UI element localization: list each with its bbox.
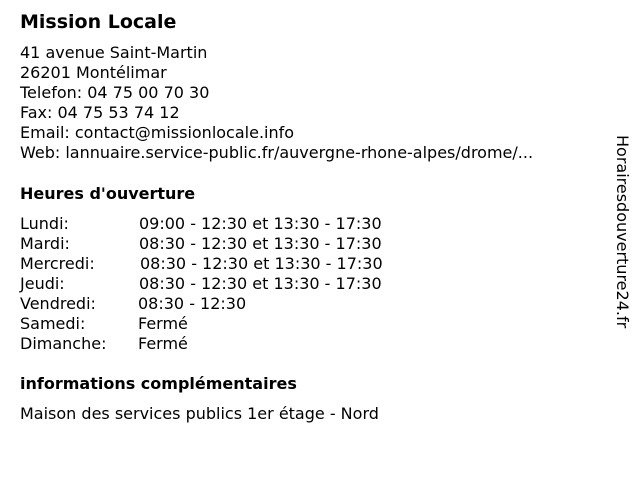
address-city: 26201 Montélimar (20, 63, 167, 82)
additional-info-heading: informations complémentaires (20, 374, 297, 393)
day-label: Lundi: (20, 214, 69, 233)
day-hours: 09:00 - 12:30 et 13:30 - 17:30 (139, 214, 382, 233)
email-address: Email: contact@missionlocale.info (20, 123, 295, 142)
opening-hours-heading: Heures d'ouverture (20, 184, 196, 203)
day-hours: 08:30 - 12:30 et 13:30 - 17:30 (139, 274, 382, 293)
fax-number: Fax: 04 75 53 74 12 (20, 103, 180, 122)
day-hours: 08:30 - 12:30 (138, 294, 247, 313)
day-hours: Fermé (138, 314, 188, 333)
day-label: Samedi: (20, 314, 86, 333)
phone-number: Telefon: 04 75 00 70 30 (20, 83, 210, 102)
contact-block (20, 43, 533, 163)
website-link[interactable]: Web: lannuaire.service-public.fr/auvergne-rhone-alpes/drome/... (20, 143, 534, 162)
day-label: Jeudi: (20, 274, 65, 293)
day-label: Mardi: (20, 234, 70, 253)
day-hours: 08:30 - 12:30 et 13:30 - 17:30 (140, 254, 383, 273)
day-label: Vendredi: (20, 294, 96, 313)
additional-info-text: Maison des services publics 1er étage - Nord (20, 404, 379, 423)
business-name: Mission Locale (20, 11, 177, 33)
address-street: 41 avenue Saint-Martin (20, 43, 208, 62)
day-label: Dimanche: (20, 334, 107, 353)
day-hours: 08:30 - 12:30 et 13:30 - 17:30 (139, 234, 382, 253)
day-hours: Fermé (138, 334, 188, 353)
site-watermark: Horairesdouverture24.fr (613, 135, 632, 329)
day-label: Mercredi: (20, 254, 95, 273)
